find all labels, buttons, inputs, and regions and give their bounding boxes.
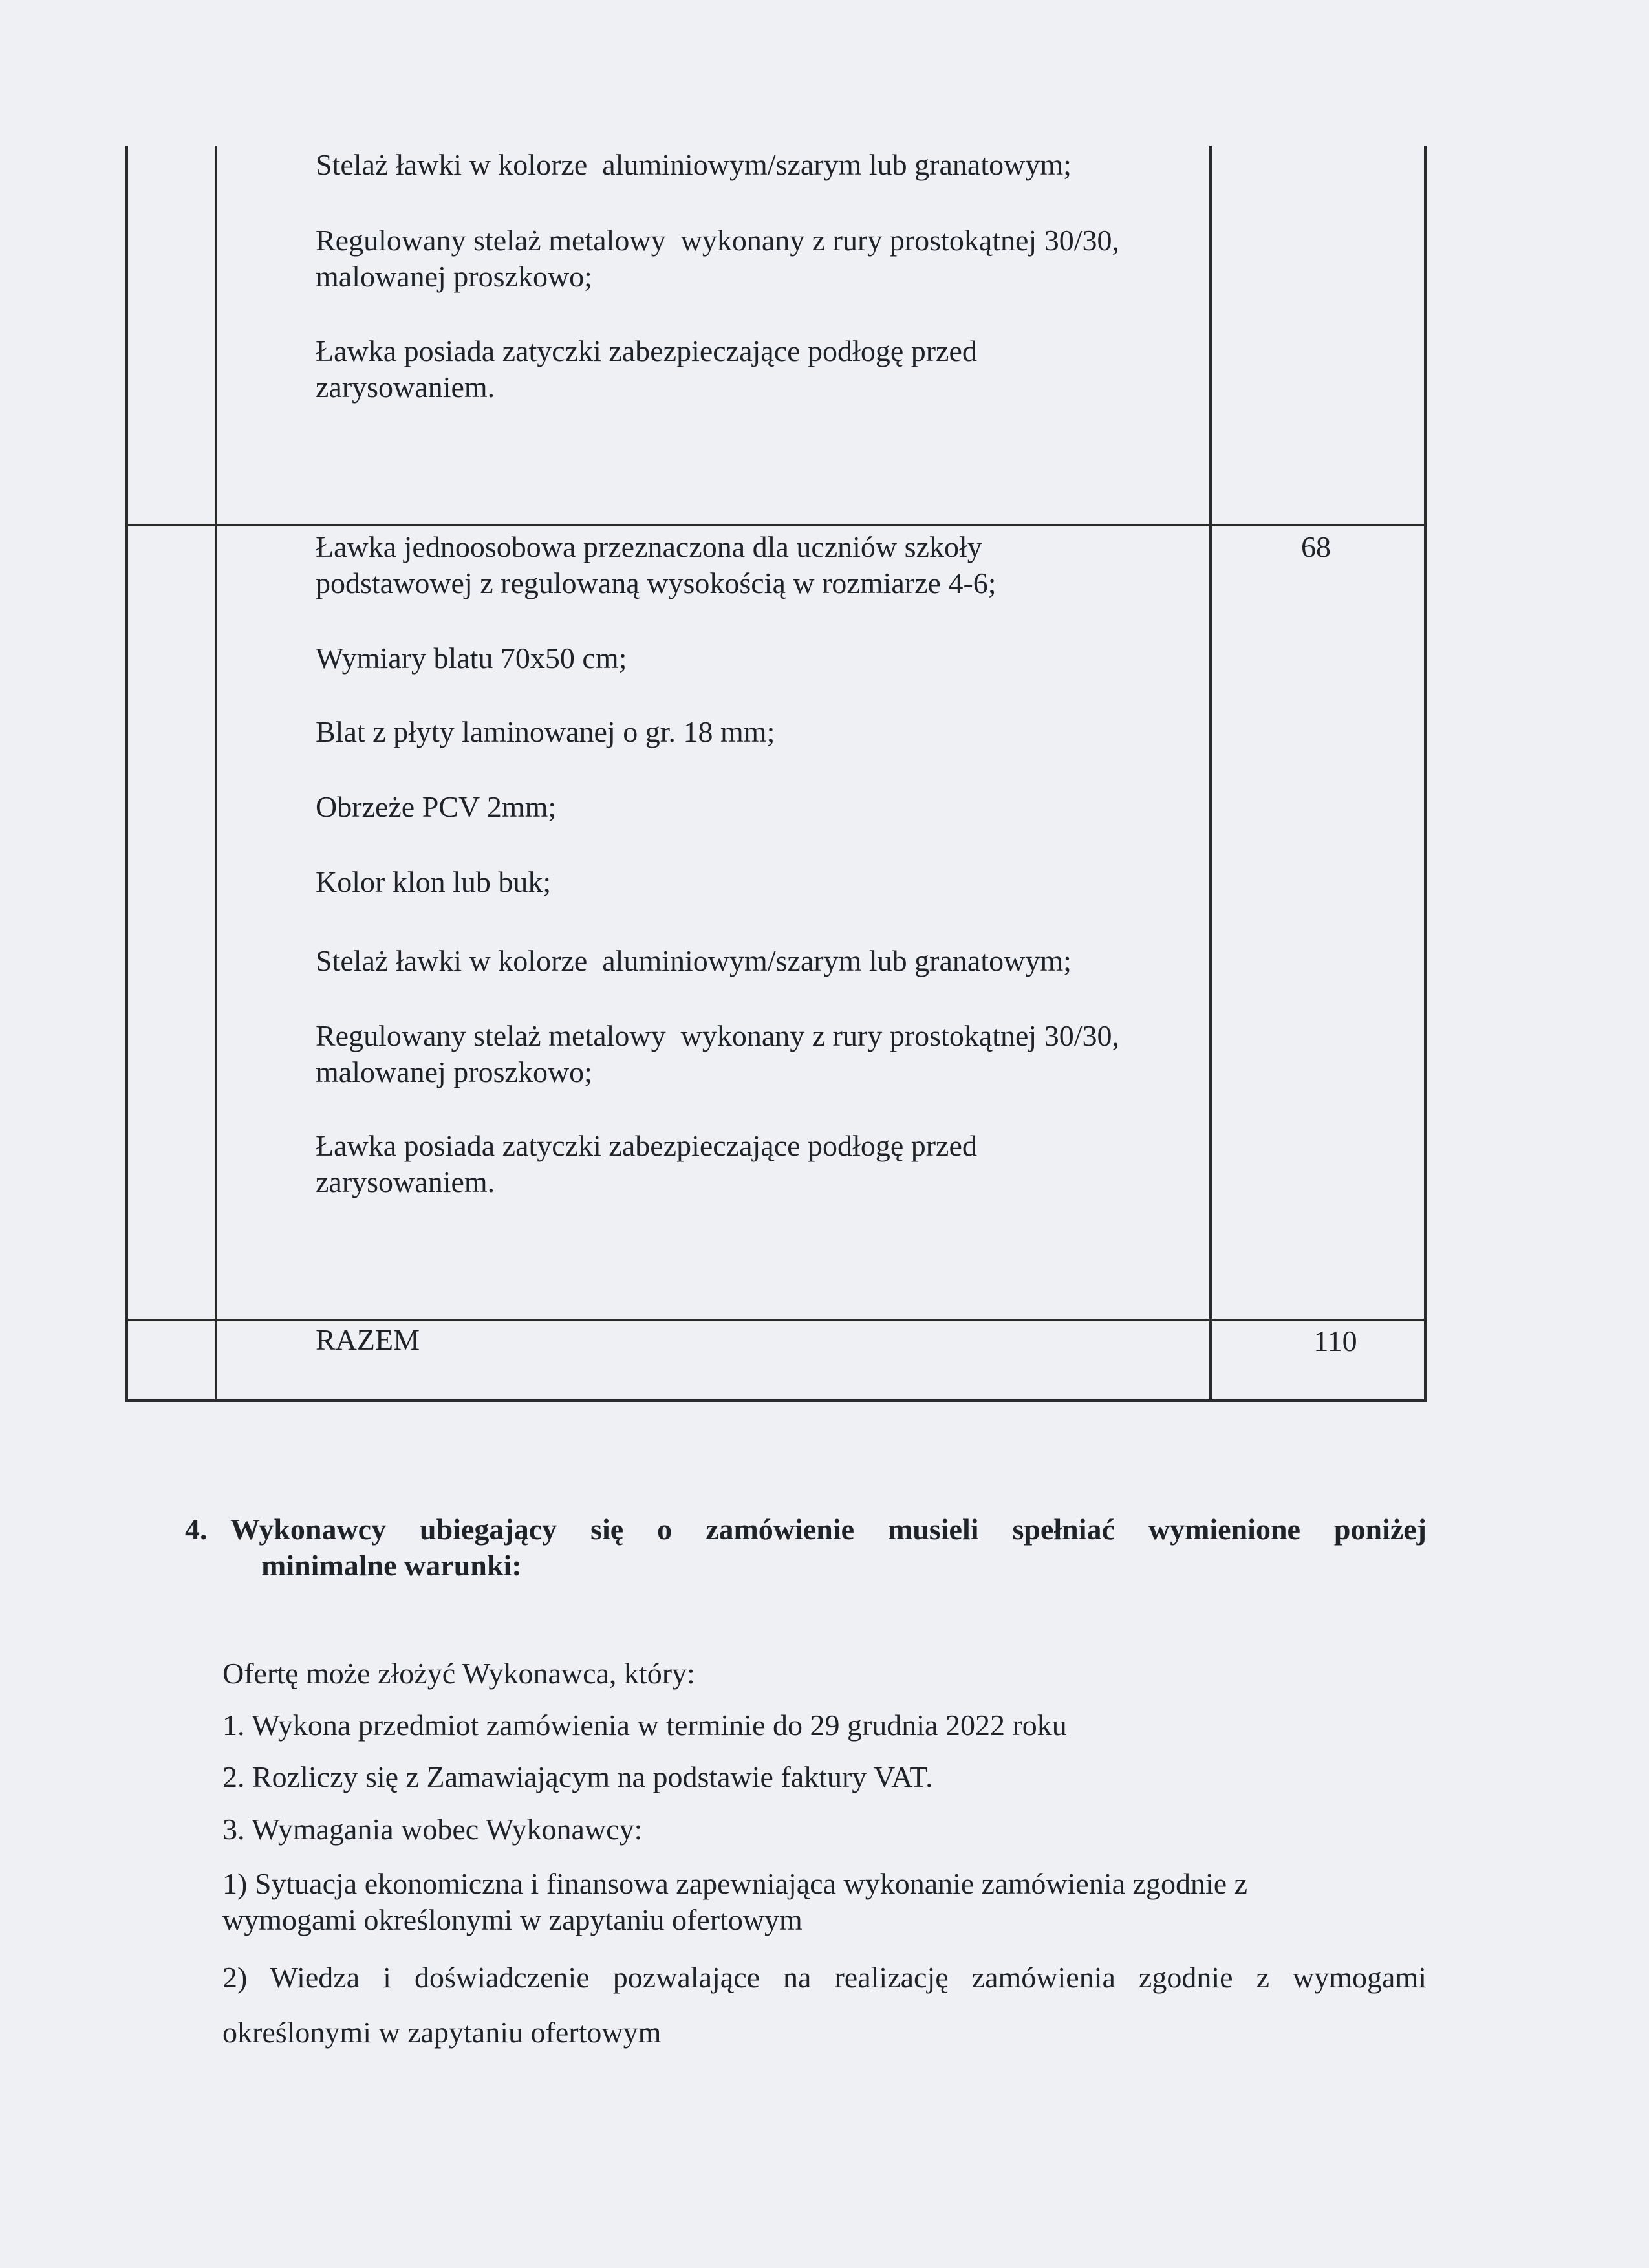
section-number: 4. <box>185 1513 208 1546</box>
row-quantity: 68 <box>1301 530 1331 563</box>
section-title-line-2: minimalne warunki: <box>261 1549 522 1582</box>
paragraph-line: określonymi w zapytaniu ofertowym <box>222 2016 662 2049</box>
row-line: Regulowany stelaż metalowy wykonany z rury prostokątnej 30/30, malowanej proszkowo; <box>316 1019 1119 1088</box>
paragraph: 3. Wymagania wobec Wykonawcy: <box>222 1813 643 1846</box>
row-line: Obrzeże PCV 2mm; <box>316 790 557 823</box>
row-line: Wymiary blatu 70x50 cm; <box>316 642 627 675</box>
paragraph: 2. Rozliczy się z Zamawiającym na podstawie faktury VAT. <box>222 1760 933 1793</box>
row-line: Ławka posiada zatyczki zabezpieczające podłogę przed zarysowaniem. <box>316 1129 977 1198</box>
row-line: Ławka posiada zatyczki zabezpieczające podłogę przed zarysowaniem. <box>316 334 977 404</box>
row-line: Stelaż ławki w kolorze aluminiowym/szarym lub granatowym; <box>316 944 1072 977</box>
row-line: Ławka jednoosobowa przeznaczona dla uczniów szkoły podstawowej z regulowaną wysokością w rozmiarze 4-6; <box>316 530 997 599</box>
paragraph: 1. Wykona przedmiot zamówienia w terminie do 29 grudnia 2022 roku <box>222 1709 1067 1742</box>
paragraph-line: 2) Wiedza i doświadczenie pozwalające na realizację zamówienia zgodnie z wymogami <box>222 1961 1427 1994</box>
section-title-line-1: Wykonawcy ubiegający się o zamówienie musieli spełniać wymienione poniżej <box>230 1513 1427 1546</box>
row-line: Stelaż ławki w kolorze aluminiowym/szarym lub granatowym; <box>316 148 1072 181</box>
row-line: Kolor klon lub buk; <box>316 865 552 898</box>
total-label: RAZEM <box>316 1323 420 1356</box>
total-quantity: 110 <box>1313 1324 1357 1357</box>
paragraph: 1) Sytuacja ekonomiczna i finansowa zapewniająca wykonanie zamówienia zgodnie z wymogami określonymi w zapytaniu ofertowym <box>222 1867 1248 1936</box>
row-line: Regulowany stelaż metalowy wykonany z rury prostokątnej 30/30, malowanej proszkowo; <box>316 224 1119 293</box>
paragraph: Ofertę może złożyć Wykonawca, który: <box>222 1657 695 1690</box>
row-line: Blat z płyty laminowanej o gr. 18 mm; <box>316 715 775 748</box>
